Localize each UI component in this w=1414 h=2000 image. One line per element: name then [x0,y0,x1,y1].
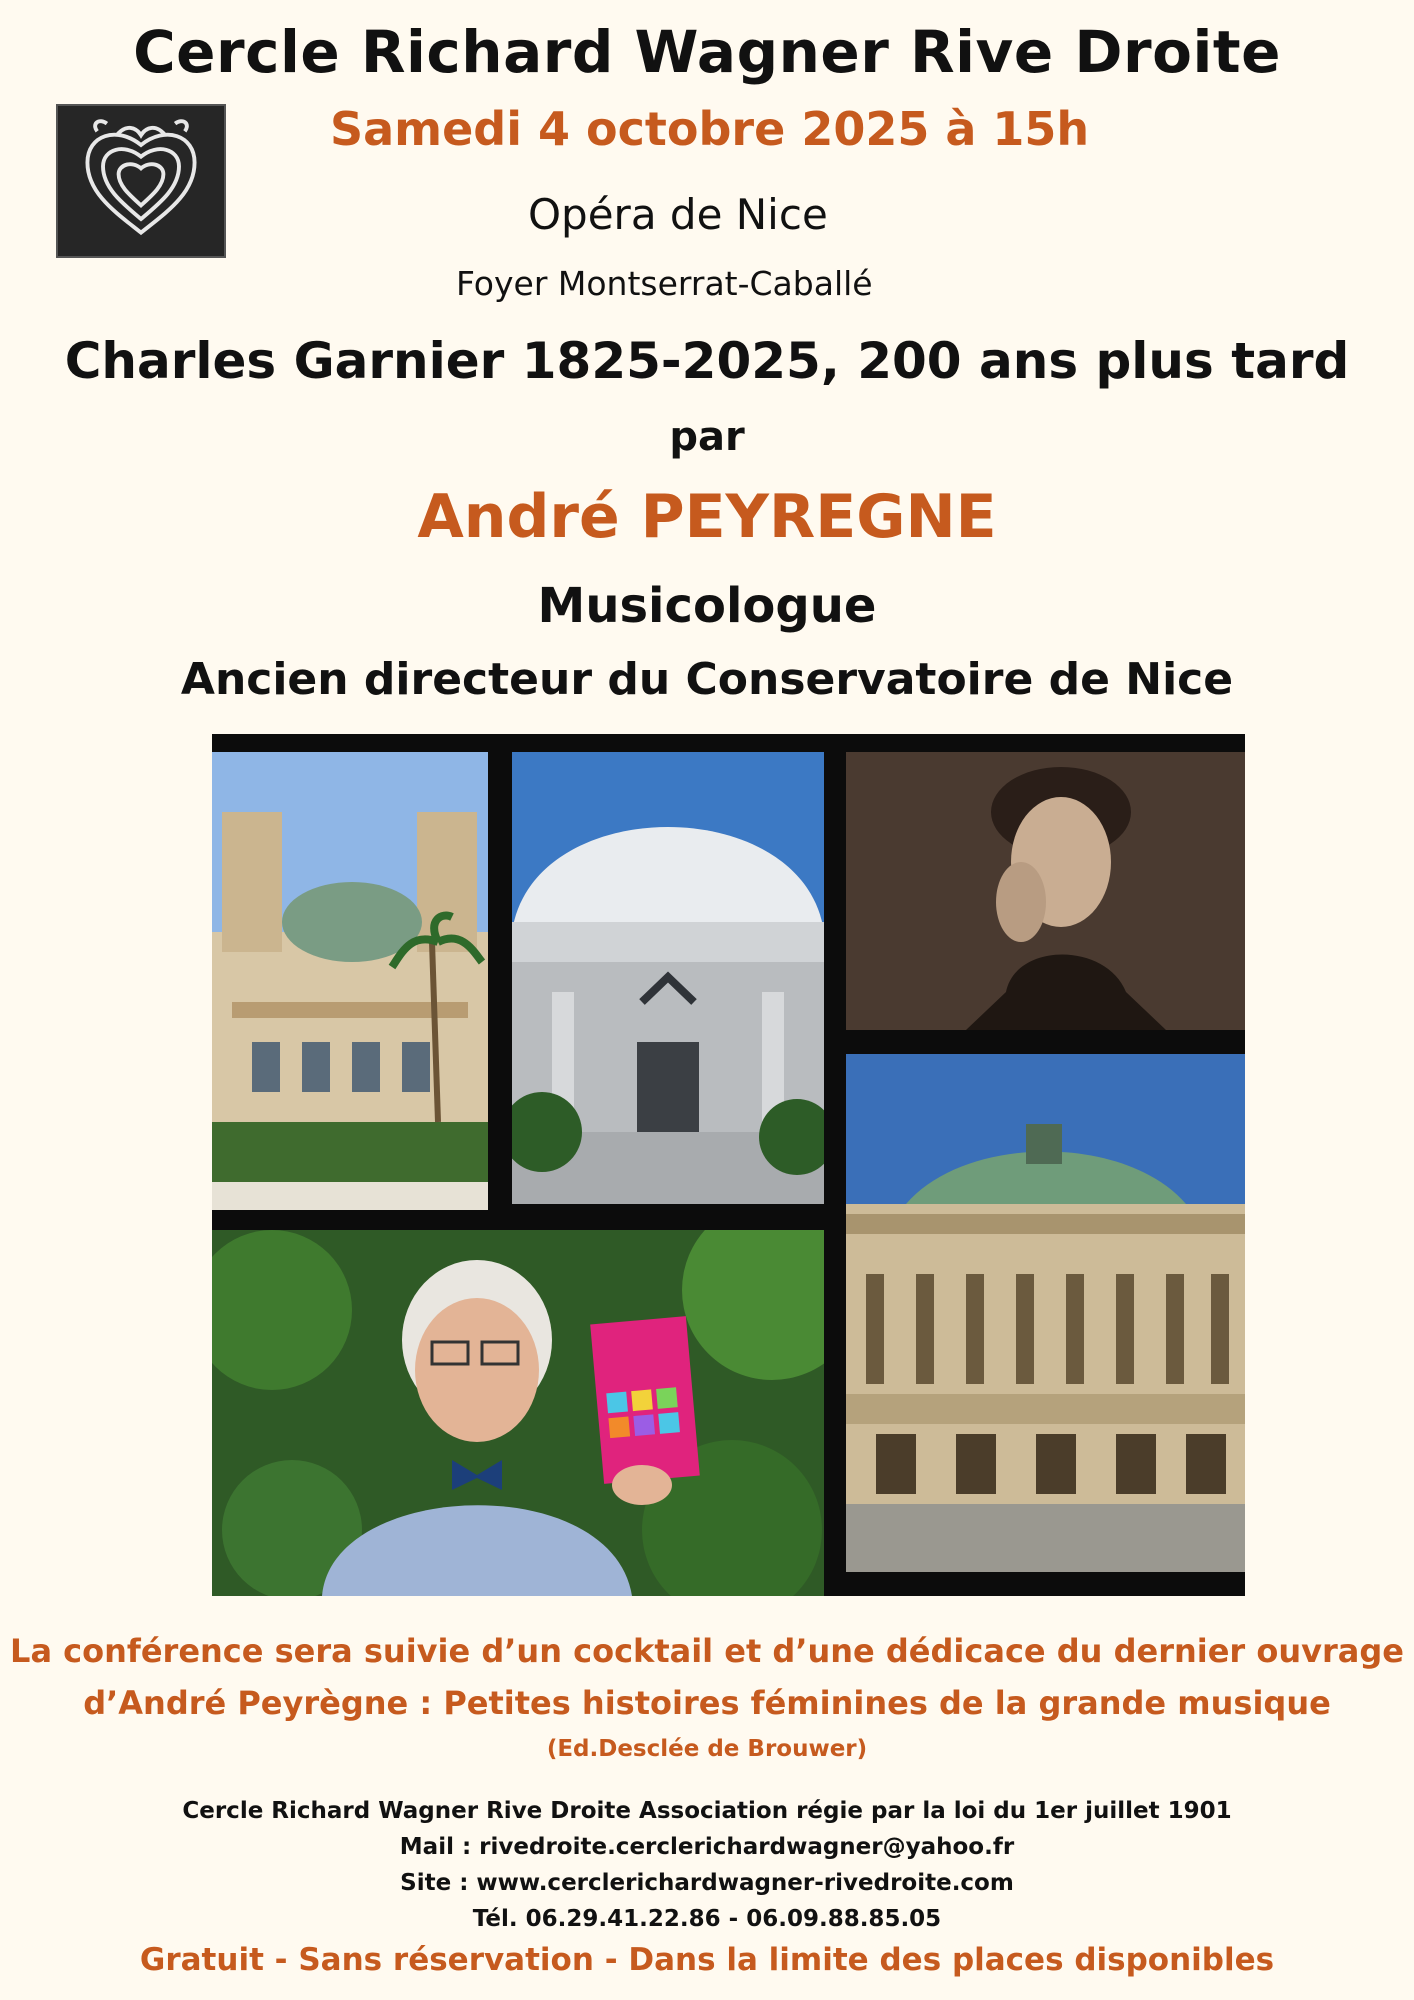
observatory-dome-photo [512,752,824,1204]
association-logo [56,104,226,258]
speaker-role: Musicologue [537,578,877,634]
lecture-by: par [669,414,745,460]
contact-site: Site : www.cerclerichardwagner-rivedroite.com [400,1870,1014,1896]
event-date: Samedi 4 octobre 2025 à 15h [330,102,1090,156]
contact-phone: Tél. 06.29.41.22.86 - 06.09.88.85.05 [472,1906,942,1932]
association-notice: Cercle Richard Wagner Rive Droite Association régie par la loi du 1er juillet 1901 [182,1798,1232,1824]
celtic-knot-logo-icon [58,106,224,256]
speaker-name: André PEYREGNE [417,482,997,552]
lecture-title: Charles Garnier 1825-2025, 200 ans plus tard [64,332,1350,390]
contact-mail: Mail : rivedroite.cerclerichardwagner@yahoo.fr [399,1834,1015,1860]
poster-title: Cercle Richard Wagner Rive Droite [133,18,1281,86]
monte-carlo-opera-photo [212,752,488,1210]
info-line-2: d’André Peyrègne : Petites histoires féminines de la grande musique [83,1684,1331,1722]
event-venue: Opéra de Nice [528,190,828,239]
photo-collage [212,734,1245,1596]
publisher: (Ed.Desclée de Brouwer) [546,1736,868,1762]
event-room: Foyer Montserrat-Caballé [456,264,873,303]
admission-notice: Gratuit - Sans réservation - Dans la limite des places disponibles [139,1942,1275,1978]
info-line-1: La conférence sera suivie d’un cocktail et d’une dédicace du dernier ouvrage [10,1632,1404,1670]
charles-garnier-portrait-photo [846,752,1245,1030]
speaker-former-role: Ancien directeur du Conservatoire de Nice [180,654,1234,705]
andre-peyregne-photo [212,1230,824,1596]
palais-garnier-photo [846,1054,1245,1572]
